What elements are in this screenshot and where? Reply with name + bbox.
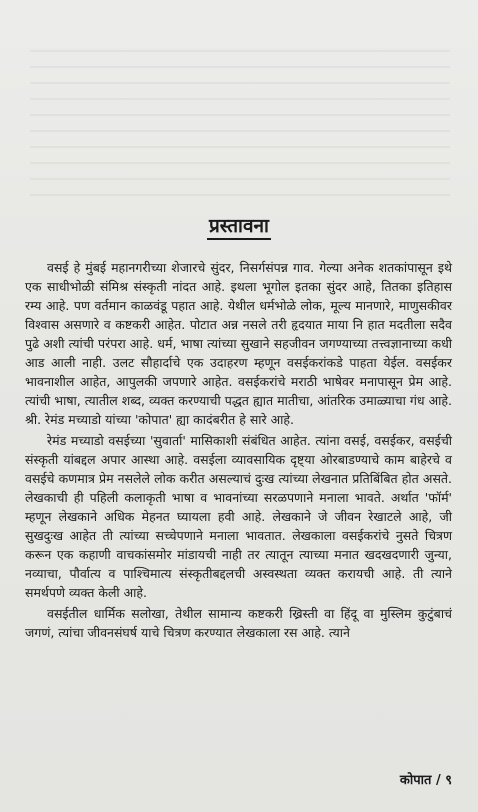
page-title-text: प्रस्तावना	[207, 215, 271, 240]
paragraph-3: वसईतील धार्मिक सलोखा, तेथील सामान्य कष्टकरी ख्रिस्ती वा हिंदू वा मुस्लिम कुटुंबाचं जगणं, त्यांचा जीवनसंघर्ष याचे चित्रण करण्यात लेखकाला रस आहे. त्याने	[25, 606, 452, 640]
show-through-text	[30, 50, 450, 210]
page-title	[0, 212, 478, 238]
body-text	[25, 258, 452, 644]
paragraph-2: रेमंड मच्याडो वसईच्या 'सुवार्ता' मासिकाशी संबंधित आहेत. त्यांना वसई, वसईकर, वसईची संस्कृती यांबद्दल अपार आस्था आहे. वसईला व्यावसायिक दृष्ट्या ओरबाडण्याचे काम बाहेरचे व वसईचे कणमात्र प्रेम नसलेले लोक करीत असल्याचं दुःख त्यांच्या लेखनात प्रतिबिंबित होत असते. लेखकाची ही पहिली कलाकृती भाषा व भावनांच्या सरळपणाने मनाला भावते. अर्थात 'फॉर्म' म्हणून लेखकाने अधिक मेहनत घ्यायला हवी आहे. लेखकाने जे जीवन रेखाटले आहे, जी सुखदुःख आहेत ती त्यांच्या सच्चेपणाने मनाला भावतात. लेखकाला वसईकरांचे नुसते चित्रण करून एक कहाणी वाचकांसमोर मांडायची नाही तर त्यातून त्याच्या मनात खदखदणारी जुन्या, नव्याचा, पौर्वात्य व पाश्चिमात्य संस्कृतीबद्दलची अस्वस्थता व्यक्त करायची आहे. ती त्याने समर्थपणे व्यक्त केली आहे.	[25, 433, 452, 600]
paragraph-1: वसई हे मुंबई महानगरीच्या शेजारचे सुंदर, निसर्गसंपन्न गाव. गेल्या अनेक शतकांपासून इथे एक साधीभोळी संमिश्र संस्कृती नांदत आहे. इथला भूगोल इतका सुंदर आहे, तितका इतिहास रम्य आहे. पण वर्तमान काळवंडू पहात आहे. येथील धर्मभोळे लोक, मूल्य मानणारे, माणुसकीवर विश्वास असणारे व कष्टकरी आहेत. पोटात अन्न नसले तरी हृदयात माया नि हात मदतीला सदैव पुढे अशी त्यांची परंपरा आहे. धर्म, भाषा त्यांच्या सुखाने सहजीवन जगण्याच्या तत्त्वज्ञानाच्या कधी आड आली नाही. उलट सौहार्दाचे एक उदाहरण म्हणून वसईकरांकडे पाहता येईल. वसईकर भावनाशील आहेत, आपुलकी जपणारे आहेत. वसईकरांचे मराठी भाषेवर मनापासून प्रेम आहे. त्यांची भाषा, त्यातील शब्द, व्यक्त करण्याची पद्धत ह्यात मातीचा, आंतरिक उमाळ्याचा गंध आहे. श्री. रेमंड मच्याडो यांच्या 'कोपात' ह्या कादंबरीत हे सारे आहे.	[25, 260, 452, 427]
page-footer: कोपात / ९	[399, 773, 452, 788]
